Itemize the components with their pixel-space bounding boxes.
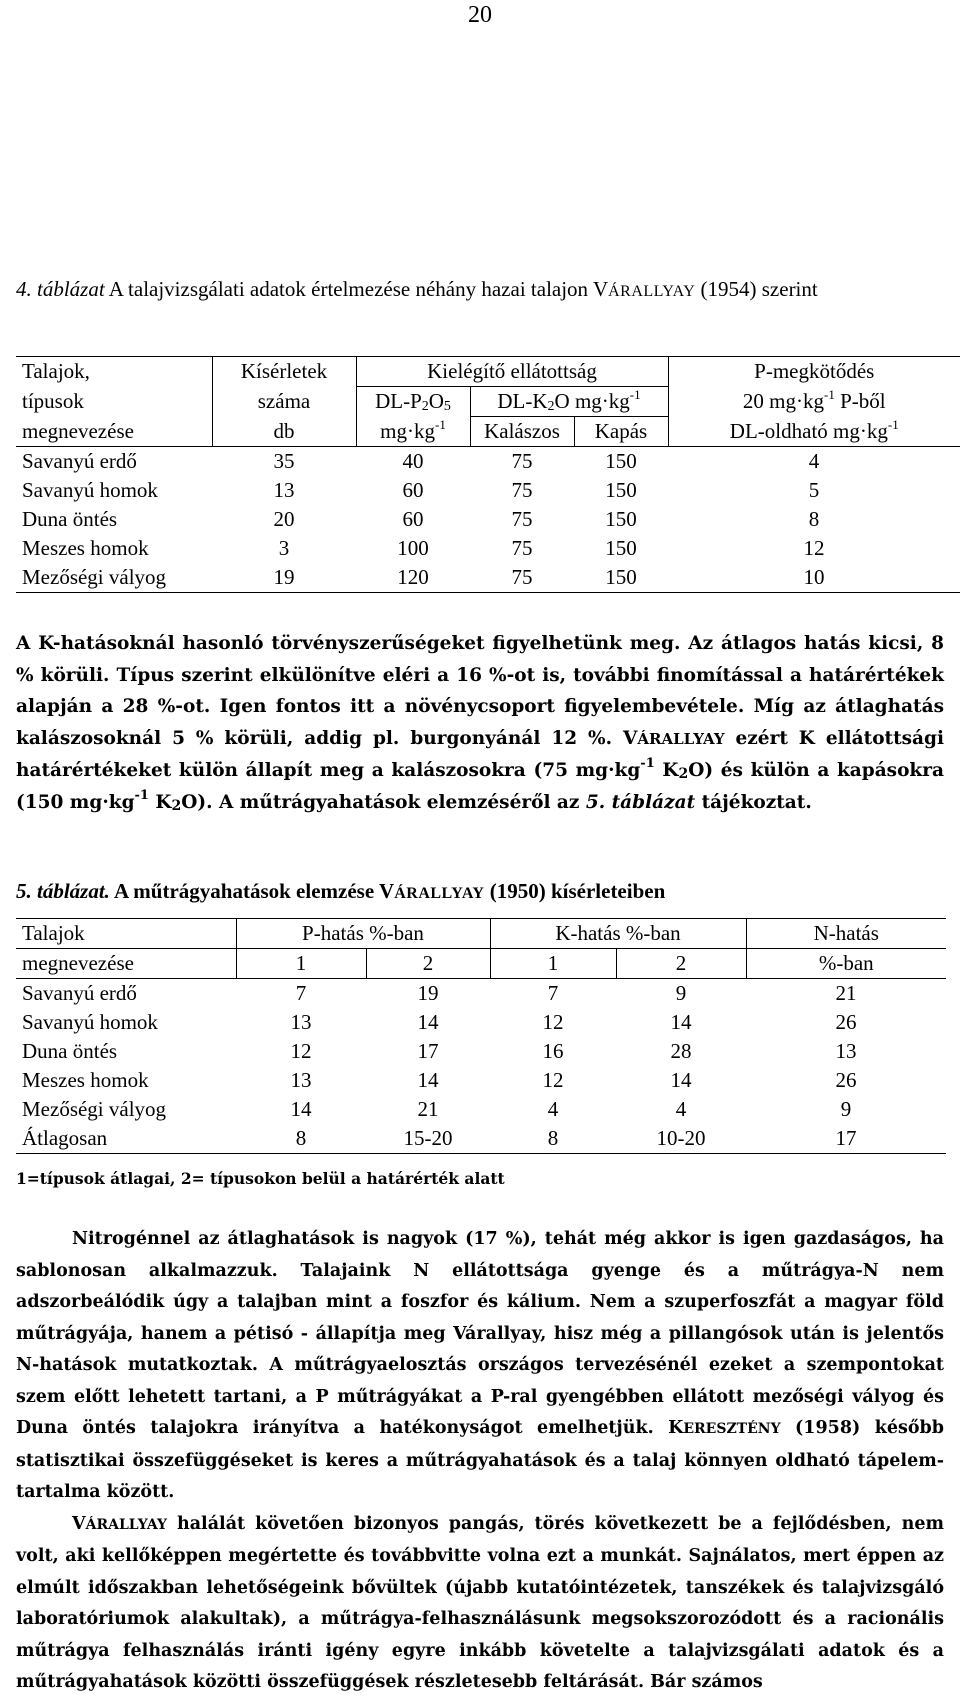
- table4-caption-text-a: A talajvizsgálati adatok értelmezése néhány hazai talajon: [104, 277, 593, 301]
- t4-header-pmegkot-3: DL-oldható $mg\cdot kg^{-1}$: [668, 417, 960, 447]
- t4-header-kielegito: Kielégítő ellátottság: [356, 357, 668, 387]
- t4-header-k2o: $DL-K_2O$ $mg\cdot kg^{-1}$: [470, 387, 668, 417]
- table-row: Savanyú homok 13 14 12 14 26: [22, 1010, 857, 1034]
- table4-caption-author-initial: V: [592, 277, 609, 301]
- t4-header-p2o5: $DL-P_2O_5$: [356, 387, 470, 417]
- table5-footnote: 1=típusok átlagai, 2= típusokon belül a határérték alatt: [16, 1169, 505, 1188]
- t4-header-trials-3: db: [212, 417, 356, 447]
- t4-header-soil-3: megnevezése: [16, 417, 212, 447]
- t4-header-kalaszos: Kalászos: [470, 417, 574, 447]
- page-number: 20: [468, 2, 492, 28]
- table-row: Savanyú erdő 35 40 75 150 4: [22, 449, 820, 473]
- table4-caption-author-rest: ÁRALLYAY: [608, 283, 696, 300]
- paragraph-nitrogen: [16, 1224, 944, 1699]
- table-row: Meszes homok 3 100 75 150 12: [22, 536, 825, 560]
- t5-header-k: K-hatás %-ban: [490, 919, 746, 949]
- paragraph-k-effects: A K-hatásoknál hasonló törvényszerűségeket figyelhetünk meg. Az átlagos hatás kicsi, 8 % körüli. Típus szerint elkülönítve eléri a 16 %-ot is, további finomítással a határértékek alapján a 28 %-ot. Igen fontos itt a növénycsoport figyelembevétele. Míg az átlaghatás kalászosoknál 5 % körüli, addig pl. burgonyánál 12 %. VÁRALLYAY ezért K ellátottsági határértékeket külön állapít meg a kalászosokra (75 $mg\cdot kg^{-1}$ $K_2O$) és külön a kapásokra (150 $mg\cdot kg^{-1}$ $K_2O$). A műtrágyahatások elemzéséről az 5. táblázat tájékoztat.: [16, 633, 944, 814]
- table-row: Meszes homok 13 14 12 14 26: [22, 1068, 857, 1092]
- t4-header-kapas: Kapás: [574, 417, 668, 447]
- table4-caption-label: 4. táblázat: [16, 277, 105, 301]
- table-row: Mezőségi vályog 14 21 4 4 9: [22, 1097, 852, 1121]
- t4-header-trials-1: Kísérletek: [212, 357, 356, 387]
- table4-caption: [16, 274, 946, 307]
- table-row: Duna öntés 12 17 16 28 13: [22, 1039, 857, 1063]
- table-row: Savanyú homok 13 60 75 150 5: [22, 478, 820, 502]
- table-row: Duna öntés 20 60 75 150 8: [22, 507, 820, 531]
- t5-header-talajok: Talajok: [16, 919, 236, 949]
- paragraph-nitrogen-2: VÁRALLYAY halálát követően bizonyos pangás, törés következett be a fejlődésben, nem volt, aki kellőképpen megértette és továbbvitte volna ezt a munkát. Sajnálatos, mert éppen az elmúlt időszakban lehetőségeink bővültek (újabb kutatóintézetek, tanszékek és talajvizsgáló laboratóriumok alakultak), a műtrágya-felhasználásunk megsokszorozódott és a racionális műtrágya felhasználás iránti igény egyre inkább követelte a talajvizsgálati adatok és a műtrágyahatások közötti összefüggések részletesebb feltárását. Bár számos: [16, 1513, 944, 1692]
- soil-analysis-table: [16, 356, 960, 593]
- t4-header-pmegkot: P-megkötődés: [668, 357, 960, 387]
- t4-header-pmegkot-2: 20 $mg\cdot kg^{-1}$ P-ből: [668, 387, 960, 417]
- t4-header-trials-2: száma: [212, 387, 356, 417]
- table5-caption: 5. táblázat. A műtrágyahatások elemzése VÁRALLYAY (1950) kísérleteiben: [16, 879, 666, 903]
- t4-header-p2o5-unit: $mg\cdot kg^{-1}$: [356, 417, 470, 447]
- table-row: Savanyú erdő 7 19 7 9 21: [22, 981, 857, 1005]
- table4-caption-text-b: (1954) szerint: [695, 277, 818, 301]
- table5-reference: 5. táblázat: [585, 791, 696, 813]
- t4-header-soil-2: típusok: [16, 387, 212, 417]
- table5-caption-label: 5. táblázat.: [16, 879, 110, 903]
- table-row-average: Átlagosan 8 15-20 8 10-20 17: [16, 1124, 946, 1154]
- t5-header-p: P-hatás %-ban: [236, 919, 490, 949]
- paragraph-nitrogen-1: Nitrogénnel az átlaghatások is nagyok (17 %), tehát még akkor is igen gazdaságos, ha sablonosan alkalmazzuk. Talajaink N ellátottsága gyenge és a műtrágya-N nem adszorbeálódik úgy a talajban mint a foszfor és kálium. Nem a szuperfoszfát a magyar föld műtrágyája, hanem a pétisó - állapítja meg Várallyay, hisz még a pillangósok után is jelentős N-hatások mutatkoztak. A műtrágyaelosztás országos tervezésénél ezeket a szempontokat szem előtt lehetett tartani, a P műtrágyákat a P-ral gyengébben ellátott mezőségi vályog és Duna öntés talajokra irányítva a hatékonyságot emelhetjük. KERESZTÉNY (1958) később statisztikai összefüggéseket is keres a műtrágyahatások és a talaj könnyen oldható tápelem-tartalma között.: [16, 1229, 944, 1502]
- table-row: Mezőségi vályog 19 120 75 150 10: [16, 563, 960, 593]
- fertilizer-effects-table: Talajok P-hatás %-ban K-hatás %-ban N-hatás megnevezése 1 2 1 2 %-ban Savanyú erdő 7 19 7 9 21 Savanyú homok 13 14 12 14 26 Duna öntés 12 17 16 28 13 Meszes homok 13 14 12 14 26 Mezőségi vályog 14 21 4 4 9 Átlagosan 8 15-20 8 10-20 17: [16, 918, 946, 1154]
- t5-header-n: N-hatás: [746, 919, 946, 949]
- t4-header-soil-1: Talajok,: [16, 357, 212, 387]
